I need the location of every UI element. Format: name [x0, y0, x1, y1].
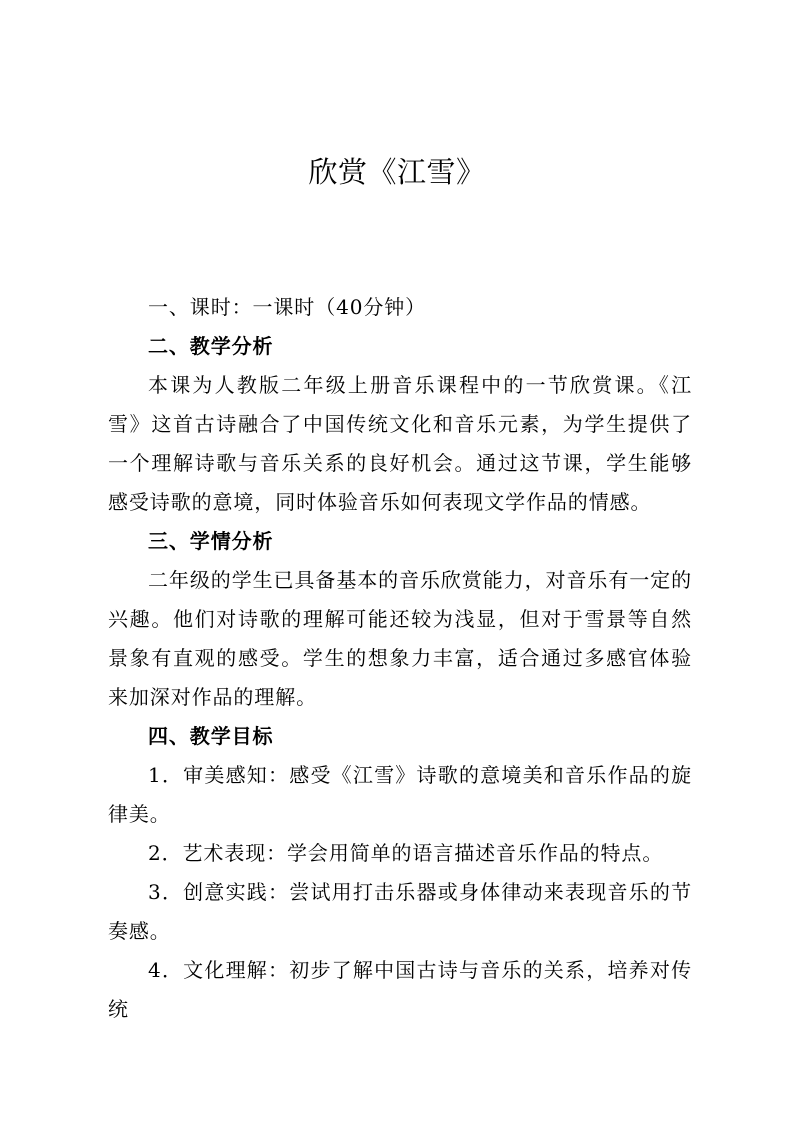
section-heading-teaching-goals: 四、教学目标 [148, 724, 274, 748]
document-title: 欣赏《江雪》 [308, 155, 486, 189]
goal-item-4: 4．文化理解：初步了解中国古诗与音乐的关系，培养对传统 [108, 958, 692, 1021]
paragraph-student-analysis: 二年级的学生已具备基本的音乐欣赏能力，对音乐有一定的兴趣。他们对诗歌的理解可能还较为浅显，但对于雪景等自然景象有直观的感受。学生的想象力丰富，适合通过多感官体验来加深对作品的理解。 [108, 568, 692, 709]
section-heading-student-analysis: 三、学情分析 [148, 529, 274, 553]
goal-item-2: 2．艺术表现：学会用简单的语言描述音乐作品的特点。 [148, 841, 664, 865]
document-body [108, 288, 692, 1029]
goal-item-3: 3．创意实践：尝试用打击乐器或身体律动来表现音乐的节奏感。 [108, 880, 692, 943]
goal-item-1: 1．审美感知：感受《江雪》诗歌的意境美和音乐作品的旋律美。 [108, 763, 692, 826]
paragraph-class-hours: 一、课时：一课时（40分钟） [148, 295, 427, 319]
paragraph-teaching-analysis: 本课为人教版二年级上册音乐课程中的一节欣赏课。《江雪》这首古诗融合了中国传统文化和音乐元素，为学生提供了一个理解诗歌与音乐关系的良好机会。通过这节课，学生能够感受诗歌的意境，同时体验音乐如何表现文学作品的情感。 [108, 373, 692, 514]
section-heading-teaching-analysis: 二、教学分析 [148, 334, 274, 358]
